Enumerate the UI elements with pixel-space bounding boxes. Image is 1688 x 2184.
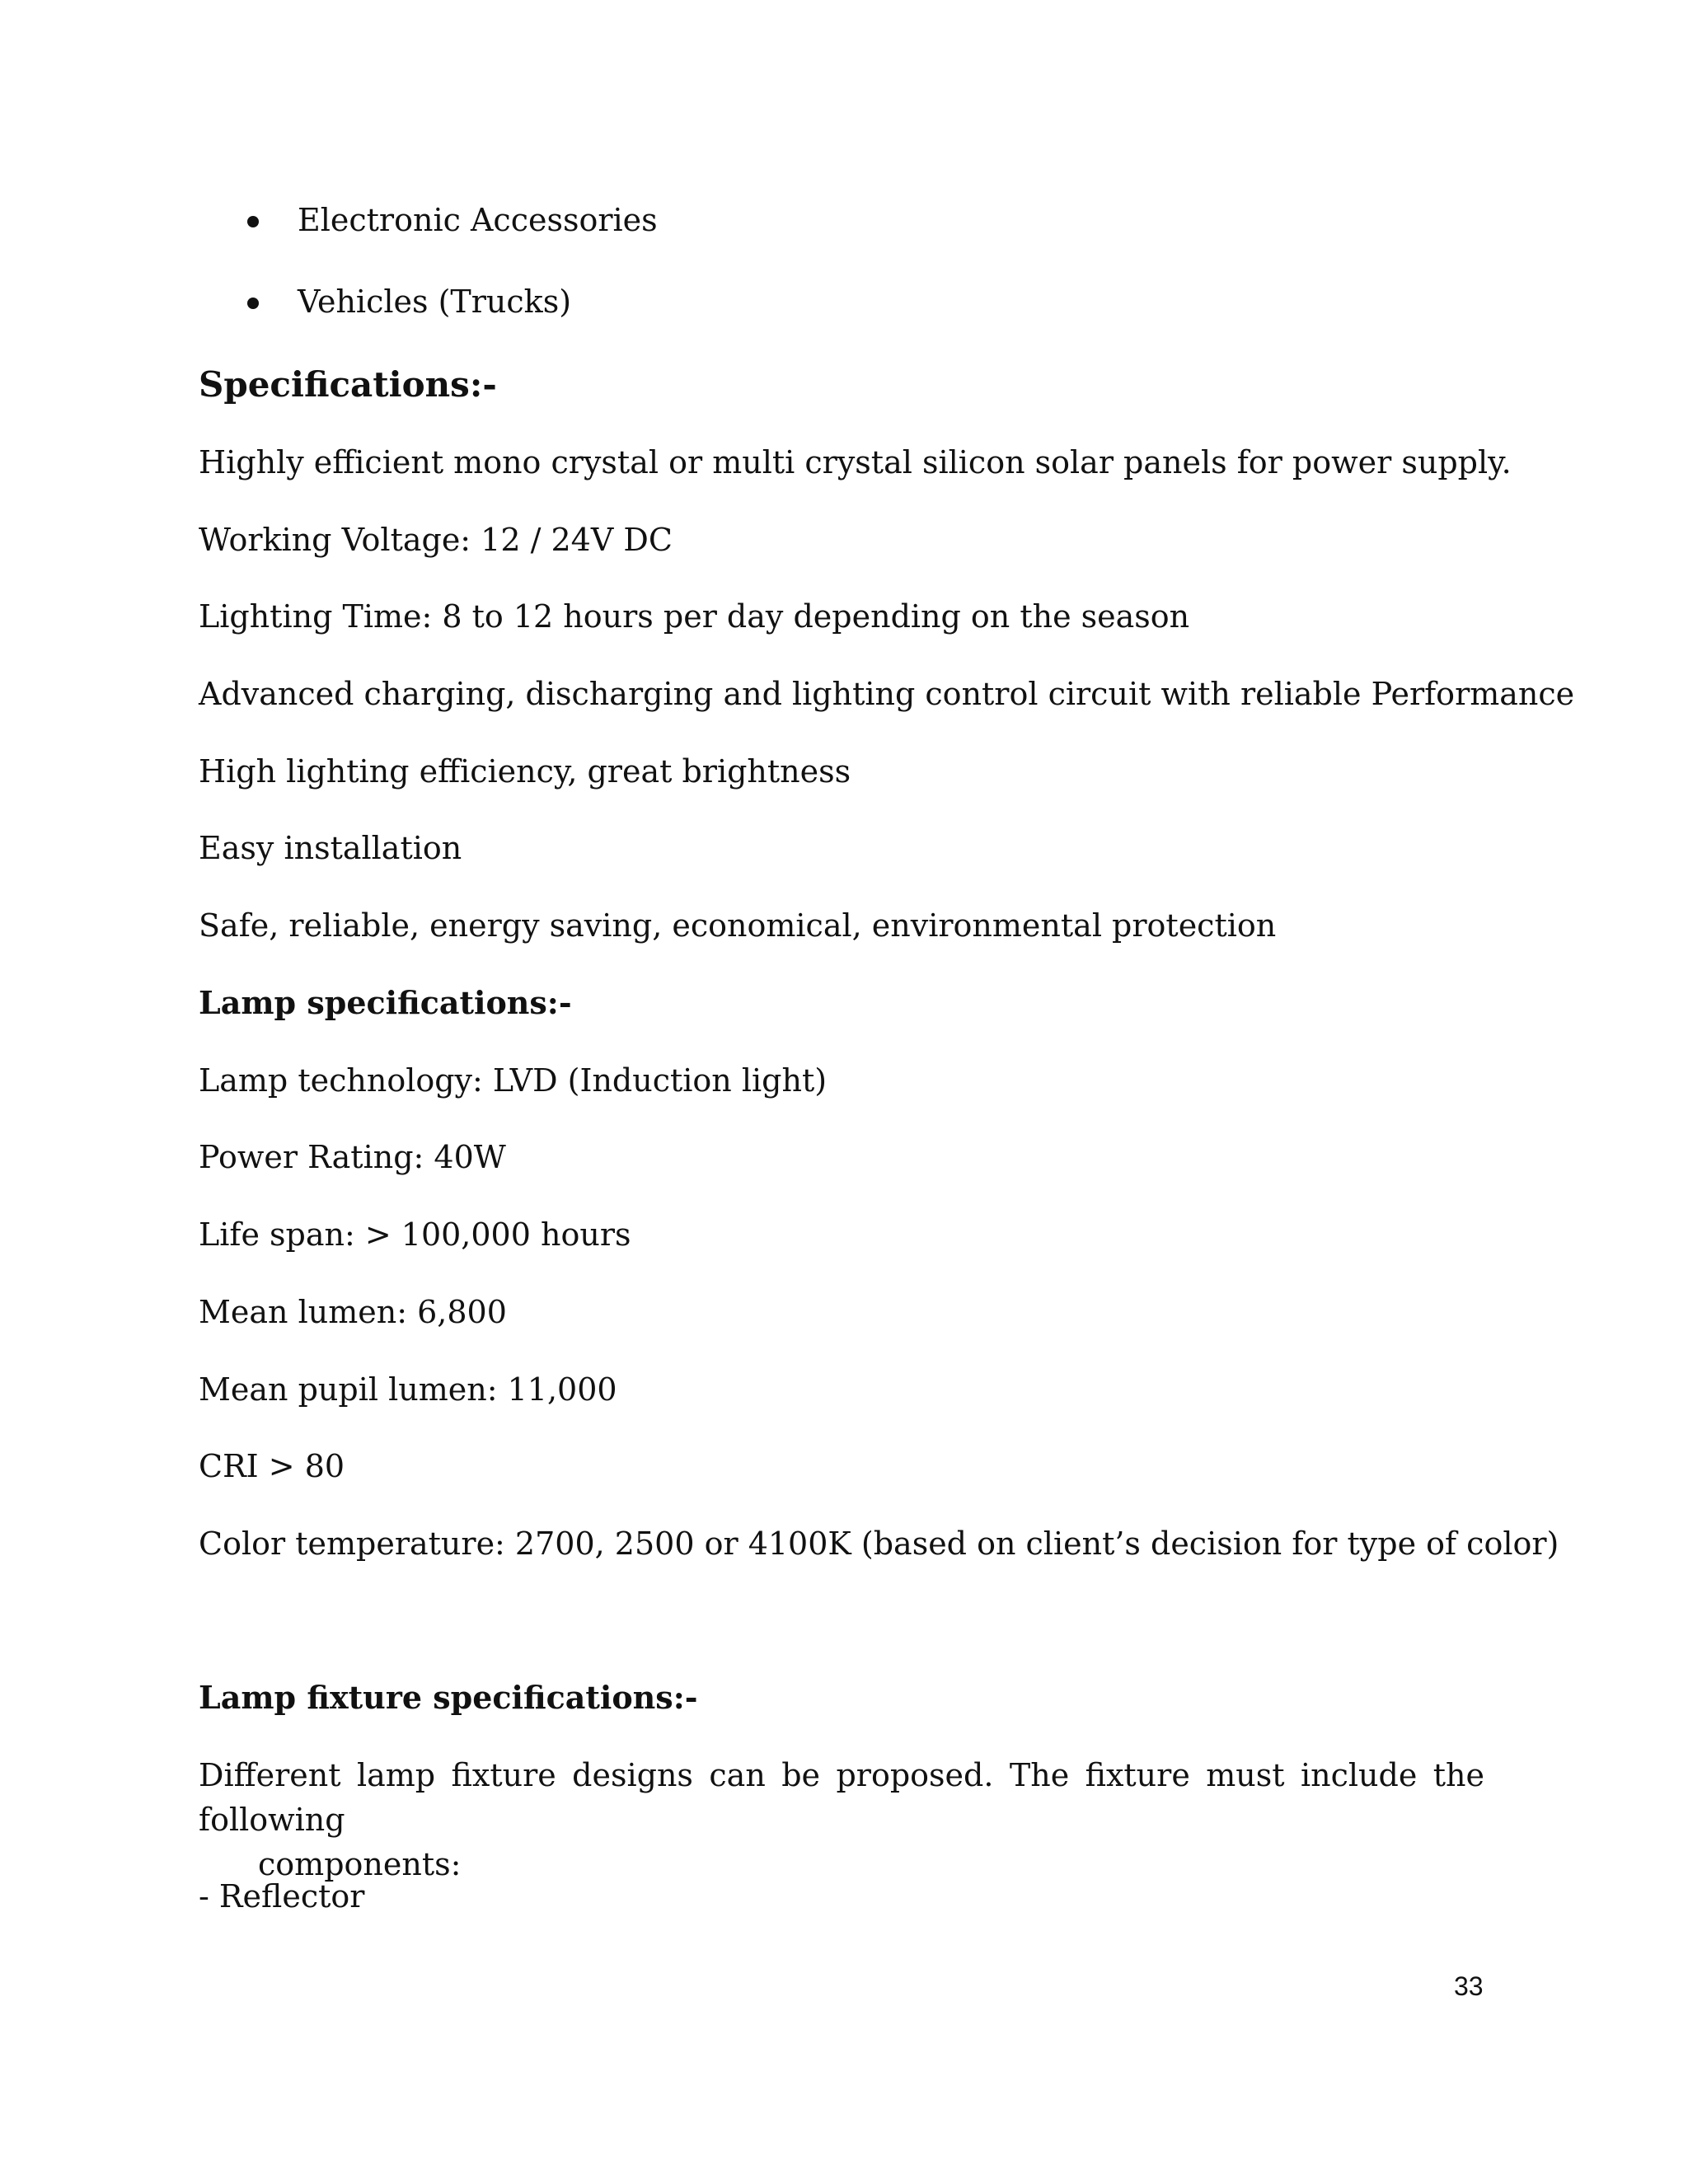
spec-line: Safe, reliable, energy saving, economical, environmental protection bbox=[199, 907, 1277, 944]
lamp-fixture-paragraph bbox=[199, 1753, 1484, 1886]
lamp-spec-line: Mean pupil lumen: 11,000 bbox=[199, 1371, 617, 1408]
fixture-component-item: - Reflector bbox=[199, 1878, 365, 1915]
lamp-spec-line: Mean lumen: 6,800 bbox=[199, 1294, 507, 1330]
lamp-spec-line: Power Rating: 40W bbox=[199, 1139, 506, 1175]
spec-line: High lighting efficiency, great brightness bbox=[199, 753, 851, 790]
lamp-fixture-specifications-heading: Lamp fixture specifications:- bbox=[199, 1679, 698, 1716]
bullet-dot bbox=[247, 216, 259, 227]
spec-line: Lighting Time: 8 to 12 hours per day depending on the season bbox=[199, 598, 1190, 635]
lamp-spec-line: Color temperature: 2700, 2500 or 4100K (based on client’s decision for type of color) bbox=[199, 1526, 1559, 1562]
lamp-spec-line: CRI > 80 bbox=[199, 1448, 345, 1484]
paragraph-line: Different lamp fixture designs can be proposed. The fixture must include the following bbox=[199, 1757, 1484, 1838]
bullet-text: Vehicles (Trucks) bbox=[298, 284, 572, 320]
specifications-heading: Specifications:- bbox=[199, 364, 497, 405]
spec-line: Advanced charging, discharging and lighting control circuit with reliable Performance bbox=[199, 676, 1575, 712]
lamp-specifications-heading: Lamp specifications:- bbox=[199, 984, 572, 1021]
bullet-dot bbox=[247, 298, 259, 309]
lamp-spec-line: Life span: > 100,000 hours bbox=[199, 1216, 631, 1253]
spec-line: Easy installation bbox=[199, 830, 462, 866]
bullet-text: Electronic Accessories bbox=[298, 202, 658, 238]
spec-line: Highly efficient mono crystal or multi crystal silicon solar panels for power supply. bbox=[199, 444, 1512, 480]
spec-line: Working Voltage: 12 / 24V DC bbox=[199, 522, 673, 558]
lamp-spec-line: Lamp technology: LVD (Induction light) bbox=[199, 1062, 828, 1099]
paragraph-line: components: bbox=[258, 1846, 462, 1882]
page-number: 33 bbox=[1454, 1971, 1484, 2001]
